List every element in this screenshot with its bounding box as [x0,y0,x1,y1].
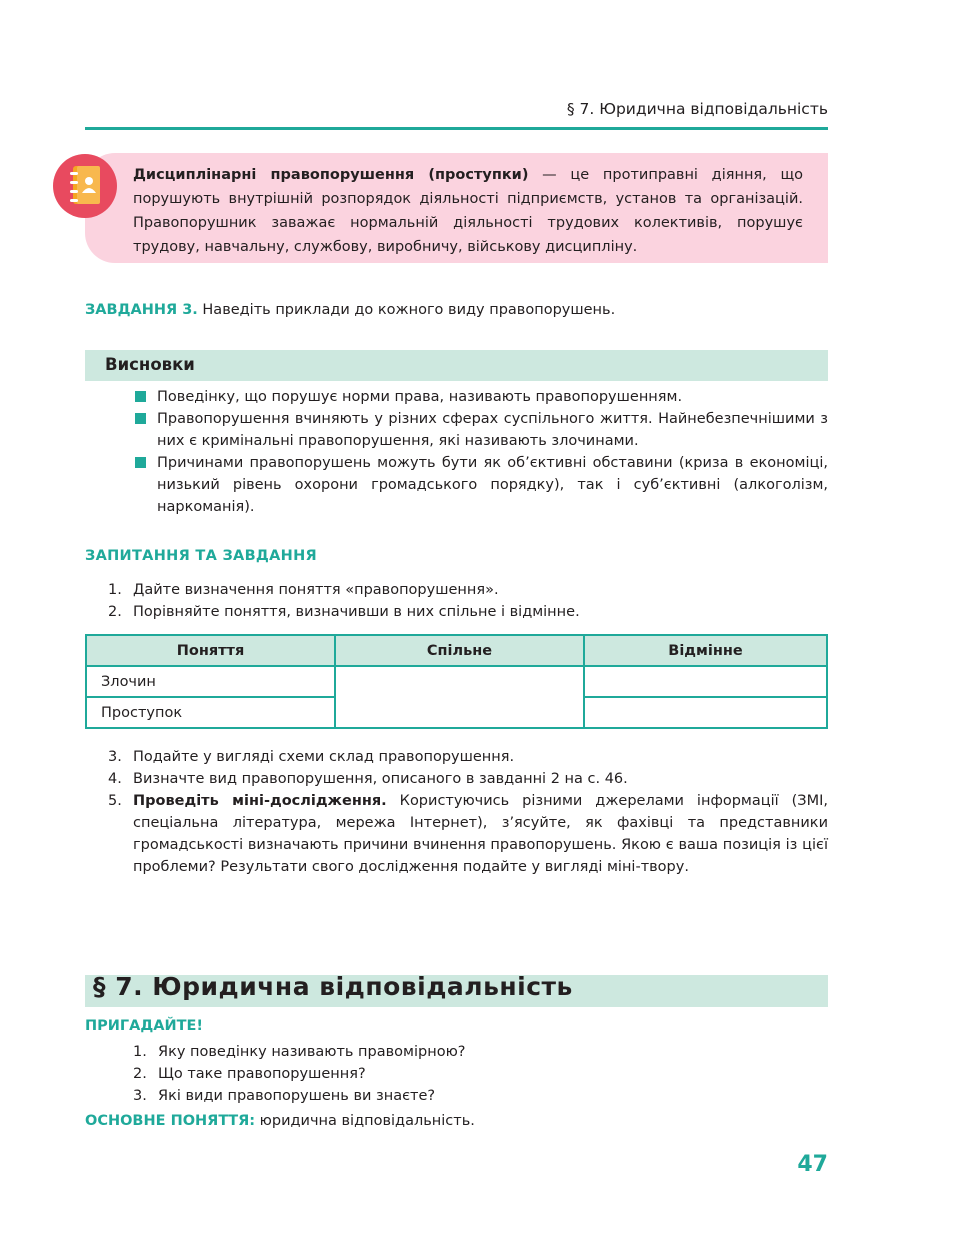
list-item [108,601,828,623]
square-bullet-icon [135,413,146,424]
item-text: Подайте у вигляді схеми склад правопорушення. [133,749,515,765]
list-item [108,790,828,878]
questions-list-2 [108,746,828,878]
header-cell: Поняття [86,635,335,666]
list-item [108,768,828,790]
definition-body: — це протиправні діяння, що порушують внутрішній розпорядок діяльності підприємств, установ та організацій. Правопорушник заважає нормальній діяльності трудових колективів, порушує трудову, навчальну, службову, виробничу, військову дисципліну. [133,167,803,255]
conclusions-bar [85,350,828,381]
list-item [133,1063,733,1085]
notebook-icon [53,154,117,218]
header-cell: Спільне [335,635,584,666]
list-item [133,1085,733,1107]
square-bullet-icon [135,391,146,402]
comparison-table [85,634,828,729]
item-text: Дайте визначення поняття «правопорушення». [133,582,499,598]
header-rule [85,127,828,130]
questions-list-1 [108,579,828,623]
list-item [133,408,828,452]
running-header: § 7. Юридична відповідальність [566,100,828,118]
section-title: § 7. Юридична відповідальність [93,972,573,1001]
item-bold-lead: Проведіть міні-дослідження. [133,793,387,809]
table-cell [584,697,827,728]
page-number: 47 [797,1152,828,1177]
item-number: 1. [108,582,122,598]
item-number: 5. [108,793,122,809]
item-number: 2. [133,1066,147,1082]
item-number: 1. [133,1044,147,1060]
task-3-text: Наведіть приклади до кожного виду правопорушень. [197,302,616,318]
basic-concept-label: ОСНОВНЕ ПОНЯТТЯ: [85,1113,256,1129]
item-number: 3. [108,749,122,765]
square-bullet-icon [135,457,146,468]
item-number: 3. [133,1088,147,1104]
task-3-label: ЗАВДАННЯ 3. [85,302,198,318]
list-item-text: Поведінку, що порушує норми права, називають правопорушенням. [157,389,683,405]
item-text: Яку поведінку називають правомірною? [158,1044,466,1060]
task-3 [85,302,615,318]
table-cell: Злочин [86,666,335,697]
conclusions-list [133,386,828,518]
table-cell: Проступок [86,697,335,728]
item-text: Порівняйте поняття, визначивши в них спільне і відмінне. [133,604,580,620]
recall-list [133,1041,733,1107]
table-cell [335,666,584,728]
table-cell [584,666,827,697]
item-text: Визначте вид правопорушення, описаного в завданні 2 на с. 46. [133,771,628,787]
list-item [133,386,828,408]
item-number: 4. [108,771,122,787]
item-text: Що таке правопорушення? [158,1066,366,1082]
list-item [108,579,828,601]
list-item-text: Причинами правопорушень можуть бути як об’єктивні обставини (криза в економіці, низький рівень охорони громадського порядку), так і суб’єктивні (алкоголізм, наркоманія). [157,455,828,515]
item-number: 2. [108,604,122,620]
item-text: Які види правопорушень ви знаєте? [158,1088,436,1104]
table-row [86,666,827,697]
header-cell: Відмінне [584,635,827,666]
basic-concept [85,1113,475,1129]
list-item-text: Правопорушення вчиняють у різних сферах суспільного життя. Найнебезпечнішими з них є кримінальні правопорушення, які називають злочинами. [157,411,828,449]
item-text: Користуючись різними джерелами інформації (ЗМІ, спеціальна література, мережа Інтернет), з’ясуйте, як фахівці та представники громадськості визначають причини вчинення правопорушень. Якою є ваша позиція із цієї проблеми? Результати свого дослідження подайте у вигляді міні-твору. [133,793,828,875]
definition-term: Дисциплінарні правопорушення (проступки) [133,167,529,183]
recall-title: ПРИГАДАЙТЕ! [85,1018,204,1034]
questions-title: ЗАПИТАННЯ ТА ЗАВДАННЯ [85,548,317,564]
basic-concept-text: юридична відповідальність. [255,1113,475,1129]
definition-text [133,163,803,259]
table-header-row [86,635,827,666]
conclusions-title: Висновки [105,355,195,374]
list-item [133,1041,733,1063]
list-item [108,746,828,768]
list-item [133,452,828,518]
